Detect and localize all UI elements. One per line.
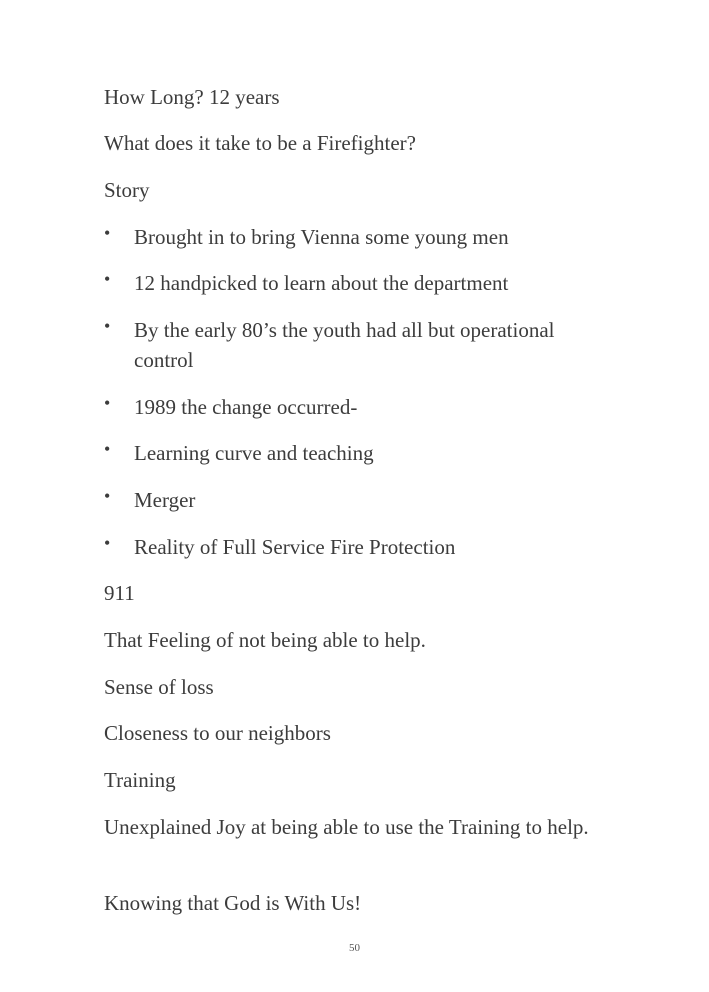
closeness-line: Closeness to our neighbors (104, 721, 331, 745)
bullet-item (104, 485, 609, 515)
bullet-icon: • (104, 316, 111, 336)
bullet-item (104, 438, 609, 468)
story-heading: Story (104, 178, 150, 202)
bullet-item (104, 222, 609, 252)
sense-of-loss-line: Sense of loss (104, 675, 214, 699)
nine-one-one-heading: 911 (104, 581, 135, 605)
bullet-text: 1989 the change occurred- (134, 395, 358, 419)
feeling-line: That Feeling of not being able to help. (104, 628, 426, 652)
bullet-text: Merger (134, 488, 196, 512)
bullet-item (104, 532, 609, 562)
bullet-icon: • (104, 533, 111, 553)
bullet-icon: • (104, 269, 111, 289)
bullet-text: Reality of Full Service Fire Protection (134, 535, 456, 559)
bullet-text: 12 handpicked to learn about the department (134, 271, 509, 295)
page-number: 50 (349, 942, 360, 954)
bullet-text: By the early 80’s the youth had all but operational control (134, 318, 555, 372)
unexplained-joy-line: Unexplained Joy at being able to use the Training to help. (104, 815, 589, 839)
what-does-it-take-line: What does it take to be a Firefighter? (104, 131, 416, 155)
bullet-icon: • (104, 439, 111, 459)
bullet-icon: • (104, 223, 111, 243)
bullet-text: Brought in to bring Vienna some young men (134, 225, 509, 249)
bullet-icon: • (104, 393, 111, 413)
training-line: Training (104, 768, 176, 792)
bullet-text: Learning curve and teaching (134, 441, 374, 465)
bullet-item (104, 315, 609, 375)
knowing-line: Knowing that God is With Us! (104, 891, 362, 915)
how-long-line: How Long? 12 years (104, 85, 280, 109)
bullet-icon: • (104, 486, 111, 506)
bullet-item (104, 392, 609, 422)
bullet-item (104, 268, 609, 298)
